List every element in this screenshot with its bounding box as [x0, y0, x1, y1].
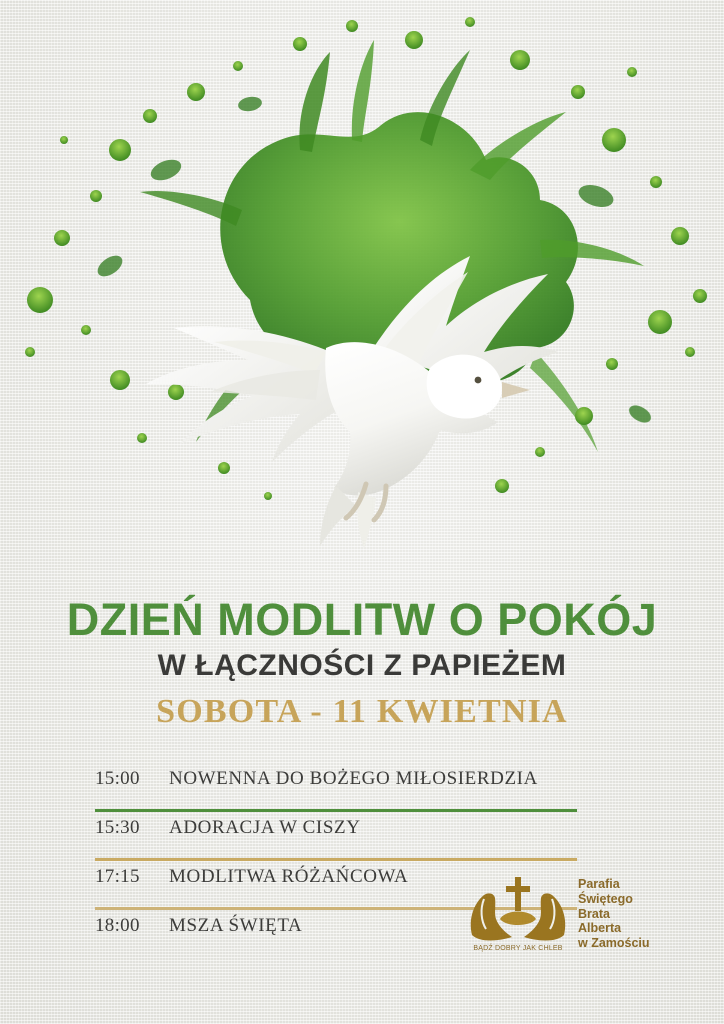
- list-item: [95, 768, 629, 806]
- parish-logo: [466, 872, 676, 956]
- schedule-time: 15:00: [95, 768, 140, 789]
- schedule-label: MODLITWA RÓŻAŃCOWA: [169, 866, 409, 887]
- parish-name-line-1: Parafia: [578, 877, 620, 892]
- event-date: SOBOTA - 11 KWIETNIA: [156, 693, 568, 731]
- divider-gold: [95, 858, 577, 861]
- list-item: [95, 817, 629, 855]
- schedule-label: ADORACJA W CISZY: [169, 817, 361, 838]
- title-block: [0, 596, 724, 731]
- schedule-label: MSZA ŚWIĘTA: [169, 915, 303, 936]
- schedule-time: 15:30: [95, 817, 140, 838]
- hands-holding-cross-icon: [466, 875, 570, 953]
- parish-name-line-4: Alberta: [578, 921, 622, 936]
- logo-mark-svg: [466, 875, 570, 943]
- page-title: DZIEŃ MODLITW O POKÓJ: [66, 594, 658, 645]
- logo-motto: BĄDŹ DOBRY JAK CHLEB: [473, 945, 563, 952]
- schedule-label: NOWENNA DO BOŻEGO MIŁOSIERDZIA: [169, 768, 538, 789]
- dove-icon: [130, 200, 570, 560]
- parish-name: [578, 877, 650, 951]
- parish-name-line-3: Brata: [578, 906, 610, 921]
- parish-name-line-5: w Zamościu: [578, 936, 650, 951]
- schedule-time: 18:00: [95, 915, 140, 936]
- divider-green: [95, 809, 577, 812]
- schedule-time: 17:15: [95, 866, 140, 887]
- parish-name-line-2: Świętego: [578, 891, 633, 906]
- page-subtitle: W ŁĄCZNOŚCI Z PAPIEŻEM: [157, 649, 567, 683]
